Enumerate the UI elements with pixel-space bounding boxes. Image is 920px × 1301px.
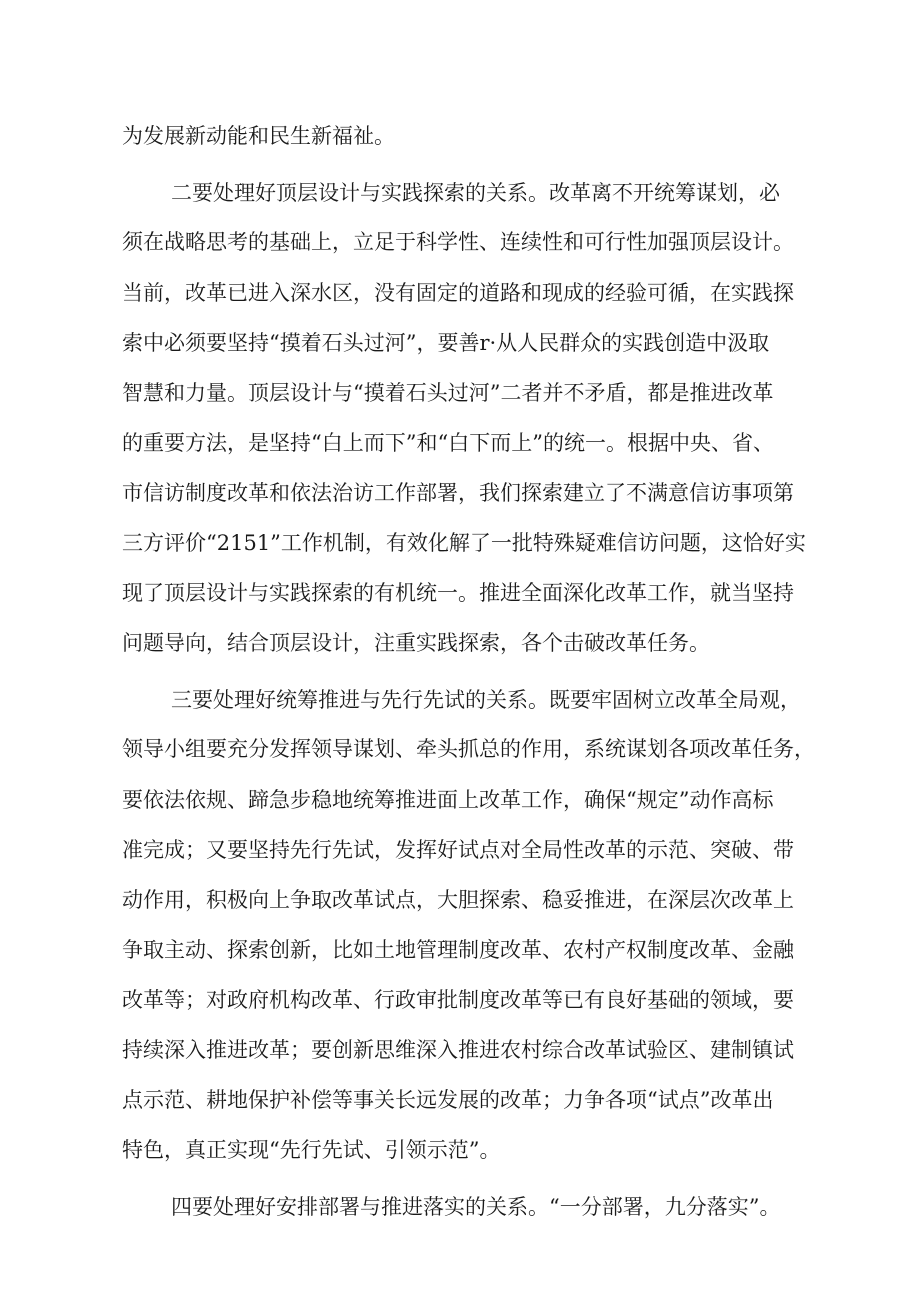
text-line: 特色，真正实现“先行先试、引领示范”。	[122, 1138, 501, 1162]
text-line: 为发展新动能和民生新福祉。	[122, 124, 395, 148]
text-line: 智慧和力量。顶层设计与“摸着石头过河”二者并不矛盾，都是推进改革	[122, 381, 774, 405]
text-line: 改革等；对政府机构改革、行政审批制度改革等已有良好基础的领域，要	[122, 988, 794, 1012]
text-line: 现了顶层设计与实践探索的有机统一。推进全面深化改革工作，就当坚持	[122, 581, 794, 605]
paragraph-4-first-line: 四要处理好安排部署与推进落实的关系。“一分部署，九分落实”。	[171, 1195, 781, 1219]
text-line: 三方评价“2151”工作机制，有效化解了一批特殊疑难信访问题，这恰好实	[122, 531, 806, 555]
text-line: 要依法依规、蹄急步稳地统筹推进面上改革工作，确保“规定”动作高标	[122, 788, 774, 812]
paragraph-2-first-line: 二要处理好顶层设计与实践探索的关系。改革离不开统筹谋划，必	[171, 181, 780, 205]
text-line: 当前，改革已进入深水区，没有固定的道路和现成的经验可循，在实践探	[122, 281, 794, 305]
text-line: 须在战略思考的基础上，立足于科学性、连续性和可行性加强顶层设计。	[122, 230, 794, 254]
paragraph-3-first-line: 三要处理好统筹推进与先行先试的关系。既要牢固树立改革全局观，	[171, 688, 801, 712]
text-line: 准完成；又要坚持先行先试，发挥好试点对全局性改革的示范、突破、带	[122, 838, 794, 862]
text-line: 市信访制度改革和依法治访工作部署，我们探索建立了不满意信访事项第	[122, 481, 794, 505]
text-line: 的重要方法，是坚持“白上而下”和“白下而上”的统一。根据中央、省、	[122, 431, 774, 455]
text-line: 点示范、耕地保护补偿等事关长远发展的改革；力争各项“试点”改革出	[122, 1088, 774, 1112]
text-line: 索中必须要坚持“摸着石头过河”，要善r·从人民群众的实践创造中汲取	[122, 331, 770, 355]
text-line: 动作用，积极向上争取改革试点，大胆探索、稳妥推进，在深层次改革上	[122, 888, 794, 912]
text-line: 争取主动、探索创新，比如土地管理制度改革、农村产权制度改革、金融	[122, 938, 794, 962]
text-line: 问题导向，结合顶层设计，注重实践探索，各个击破改革任务。	[122, 631, 710, 655]
text-line: 领导小组要充分发挥领导谋划、牵头抓总的作用，系统谋划各项改革任务，	[122, 737, 815, 761]
text-line: 持续深入推进改革；要创新思维深入推进农村综合改革试验区、建制镇试	[122, 1038, 794, 1062]
